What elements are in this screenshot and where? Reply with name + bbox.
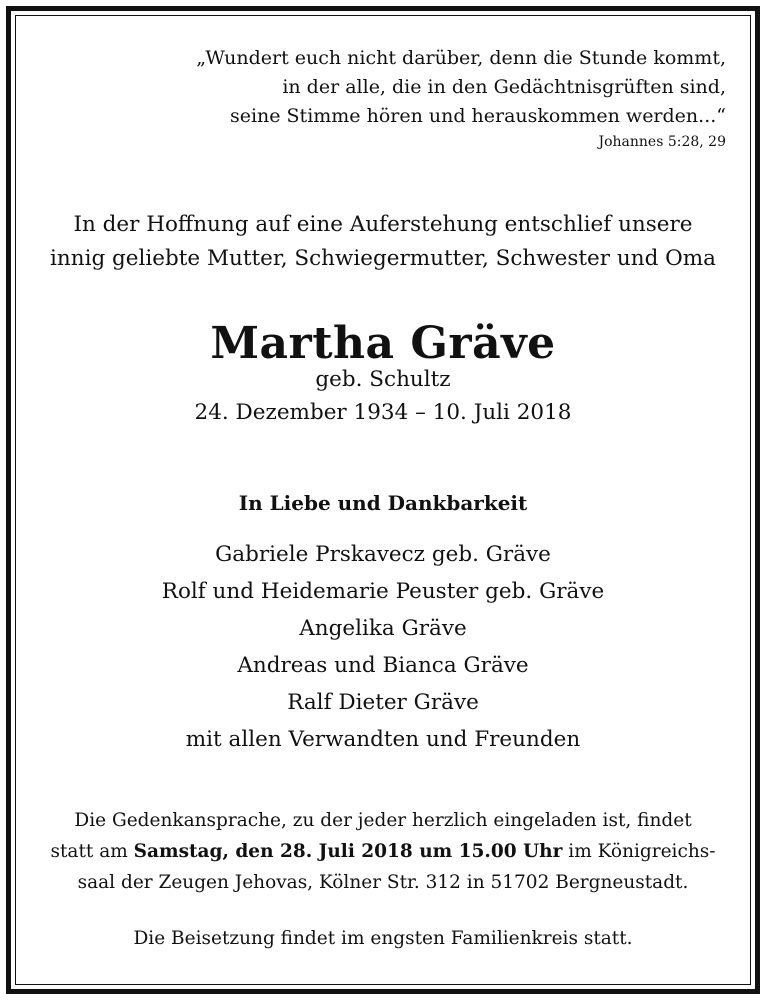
deceased-name: Martha Gräve [210,318,556,369]
mourners-list [0,536,766,758]
bible-quote [86,44,726,131]
closing-phrase: In Liebe und Dankbarkeit [238,491,528,515]
intro-text [0,208,766,276]
service-announcement [0,805,766,898]
service-line: saal der Zeugen Jehovas, Kölner Str. 312 in 51702 Bergneustadt. [77,872,689,893]
service-text: statt am [50,841,134,862]
mourner-item: mit allen Verwandten und Freunden [185,727,581,752]
service-line [0,836,766,867]
mourner-item: Ralf Dieter Gräve [287,690,479,715]
service-date-time: Samstag, den 28. Juli 2018 um 15.00 Uhr [133,841,563,862]
mourner-item: Angelika Gräve [299,616,467,641]
mourner-item: Gabriele Prskavecz geb. Gräve [215,542,551,567]
service-text: im Königreichs- [562,841,716,862]
quote-line: „Wundert euch nicht darüber, denn die Stunde kommt, [196,47,726,69]
burial-notice: Die Beisetzung findet im engsten Familienkreis statt. [133,928,633,949]
mourner-item: Rolf und Heidemarie Peuster geb. Gräve [161,579,605,604]
intro-line: In der Hoffnung auf eine Auferstehung entschlief unsere [73,212,693,237]
service-line: Die Gedenkansprache, zu der jeder herzlich eingeladen ist, findet [74,810,692,831]
quote-line: seine Stimme hören und herauskommen werden...“ [229,105,726,127]
quote-source: Johannes 5:28, 29 [598,134,726,150]
life-dates: 24. Dezember 1934 – 10. Juli 2018 [194,400,572,425]
mourner-item: Andreas und Bianca Gräve [237,653,529,678]
maiden-name: geb. Schultz [315,367,451,392]
intro-line: innig geliebte Mutter, Schwiegermutter, Schwester und Oma [50,246,716,271]
quote-line: in der alle, die in den Gedächtnisgrüften sind, [282,76,726,98]
